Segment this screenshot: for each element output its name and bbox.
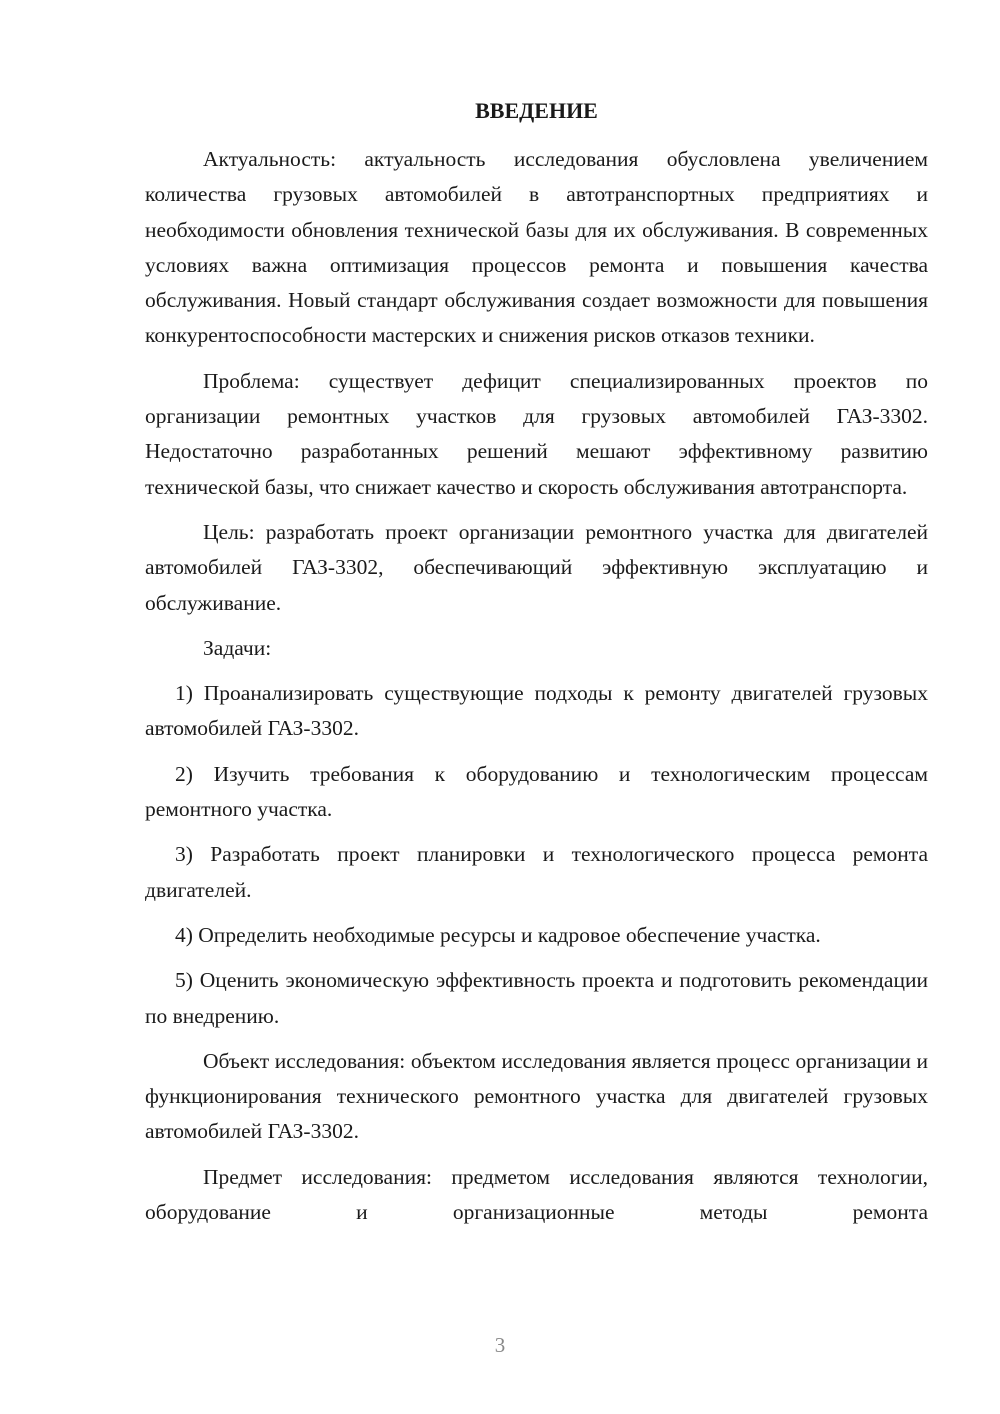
goal-paragraph: Цель: разработать проект организации ремонтного участка для двигателей автомобилей ГАЗ-3302, обеспечивающий эффективную эксплуатацию и обслуживание. <box>145 519 928 615</box>
task-item-1: 1) Проанализировать существующие подходы к ремонту двигателей грузовых автомобилей ГАЗ-3302. <box>145 681 928 741</box>
object-paragraph: Объект исследования: объектом исследования является процесс организации и функционирования технического ремонтного участка для двигателей грузовых автомобилей ГАЗ-3302. <box>145 1048 928 1144</box>
task-item-4: 4) Определить необходимые ресурсы и кадровое обеспечение участка. <box>175 922 821 947</box>
problem-paragraph: Проблема: существует дефицит специализированных проектов по организации ремонтных участков для грузовых автомобилей ГАЗ-3302. Недостаточно разработанных решений мешают эффективному развитию технической базы, что снижает качество и скорость обслуживания автотранспорта. <box>145 368 928 499</box>
task-item-3: 3) Разработать проект планировки и технологического процесса ремонта двигателей. <box>145 842 928 902</box>
document-page <box>145 92 928 1230</box>
task-item-2: 2) Изучить требования к оборудованию и технологическим процессам ремонтного участка. <box>145 761 928 822</box>
subject-paragraph: Предмет исследования: предметом исследования являются технологии, оборудование и организационные методы ремонта <box>145 1164 928 1225</box>
task-item-5: 5) Оценить экономическую эффективность проекта и подготовить рекомендации по внедрению. <box>145 968 928 1028</box>
relevance-paragraph: Актуальность: актуальность исследования обусловлена увеличением количества грузовых автомобилей в автотранспортных предприятиях и необходимости обновления технической базы для их обслуживания. В современных условиях важна оптимизация процессов ремонта и повышения качества обслуживания. Новый стандарт обслуживания создает возможности для повышения конкурентоспособности мастерских и снижения рисков отказов техники. <box>145 147 928 348</box>
page-number: 3 <box>494 1333 506 1357</box>
tasks-heading: Задачи: <box>203 635 272 660</box>
section-title: ВВЕДЕНИЕ <box>475 98 598 123</box>
